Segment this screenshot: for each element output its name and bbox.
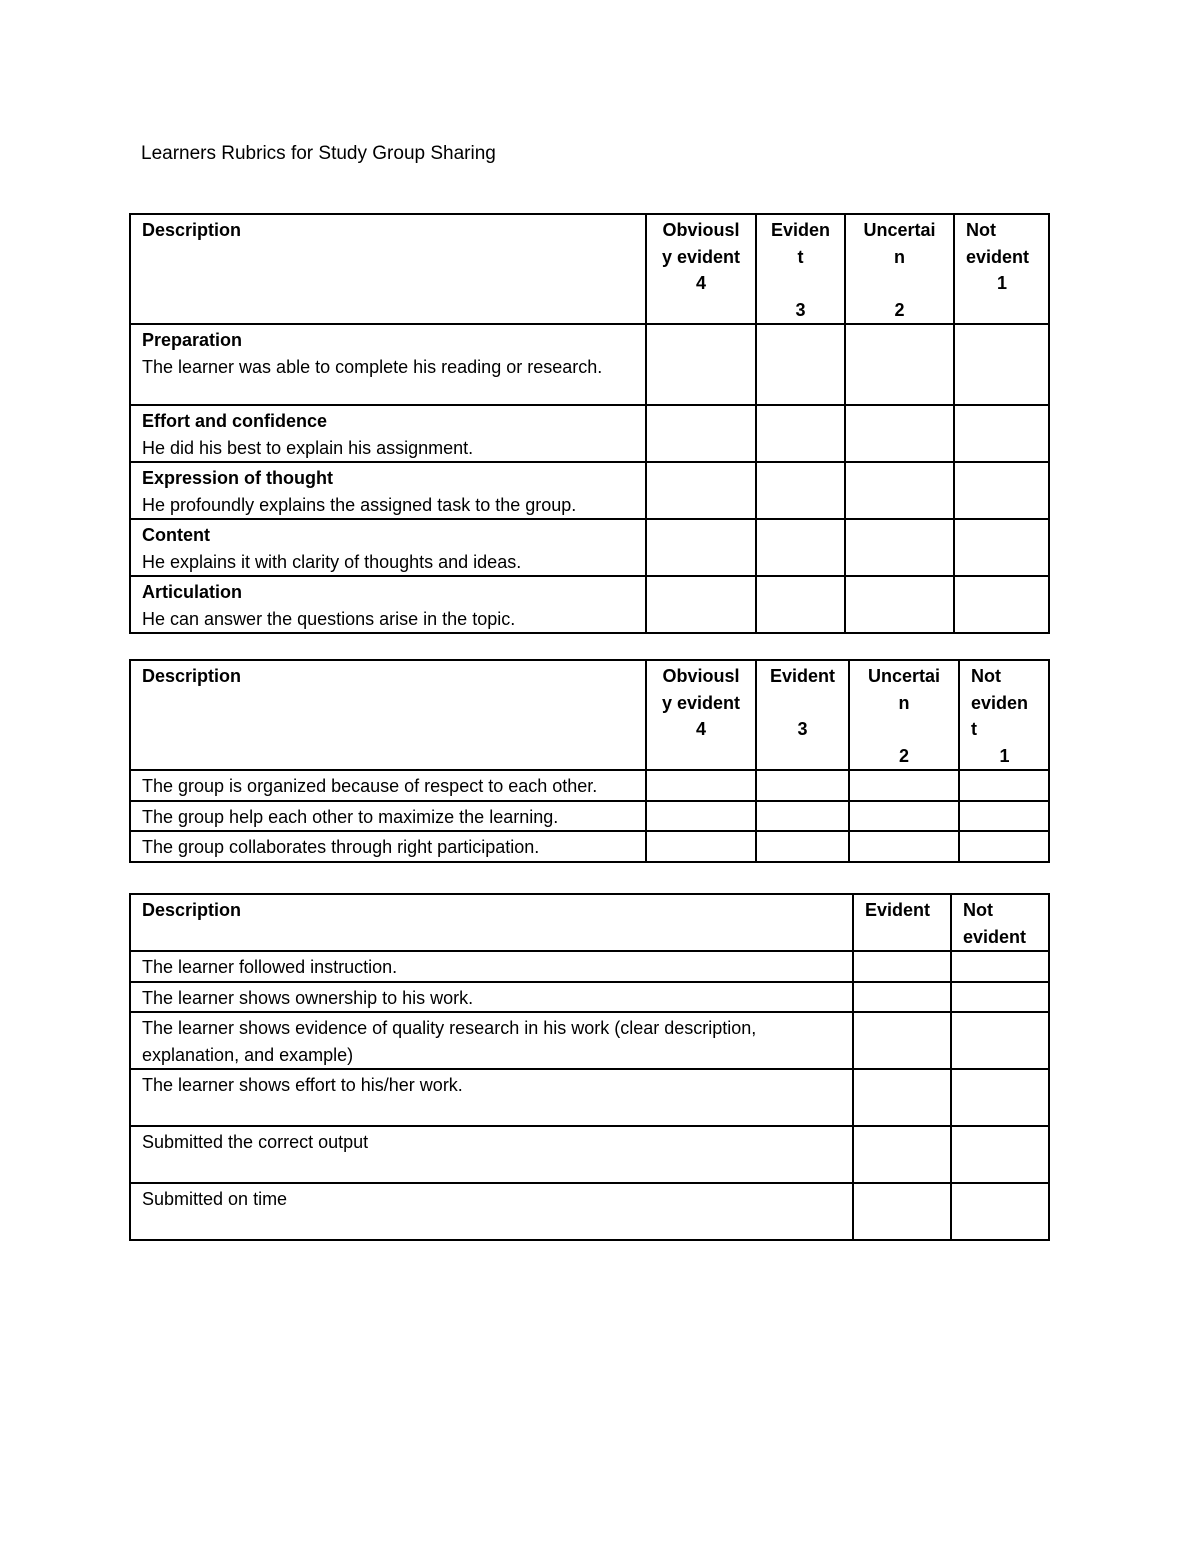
- header-line: y evident: [661, 246, 741, 267]
- table-row: [130, 1069, 1049, 1126]
- score-cell-4[interactable]: [646, 519, 756, 576]
- header-line: t: [971, 719, 977, 739]
- score-cell-3[interactable]: [756, 770, 849, 801]
- score-cell-3[interactable]: [756, 576, 845, 633]
- criterion-label: Articulation: [142, 582, 243, 602]
- not-evident-cell[interactable]: [951, 951, 1049, 982]
- not-evident-cell[interactable]: [951, 1069, 1049, 1126]
- table-row: [130, 1012, 1049, 1069]
- header-line: evident: [966, 246, 1030, 267]
- uncertain-header: [849, 660, 959, 770]
- uncertain-header: [845, 214, 954, 324]
- criterion-text: The learner shows effort to his/her work.: [130, 1069, 853, 1126]
- score-cell-1[interactable]: [954, 519, 1049, 576]
- table-row: [130, 801, 1049, 832]
- header-spacer: [763, 690, 842, 717]
- header-score: 2: [898, 745, 909, 766]
- rubric-table-output: [129, 893, 1050, 1241]
- score-cell-3[interactable]: [756, 831, 849, 862]
- score-cell-2[interactable]: [849, 831, 959, 862]
- score-cell-1[interactable]: [954, 324, 1049, 405]
- header-line: Uncertai: [867, 666, 941, 686]
- header-line: Not: [966, 220, 996, 240]
- score-cell-3[interactable]: [756, 801, 849, 832]
- not-evident-cell[interactable]: [951, 1183, 1049, 1240]
- header-score: 4: [695, 719, 706, 739]
- score-cell-4[interactable]: [646, 831, 756, 862]
- evident-cell[interactable]: [853, 1012, 951, 1069]
- header-line: evident: [963, 926, 1027, 947]
- table-header-row: [130, 894, 1049, 951]
- table-row: [130, 519, 1049, 576]
- criterion-cell: [130, 576, 646, 633]
- criterion-text: He did his best to explain his assignment.: [142, 437, 474, 458]
- score-cell-4[interactable]: [646, 405, 756, 462]
- score-cell-2[interactable]: [845, 462, 954, 519]
- table-row: [130, 462, 1049, 519]
- criterion-text: The learner was able to complete his reading or research.: [142, 356, 603, 377]
- table-row: [130, 831, 1049, 862]
- evident-cell[interactable]: [853, 1126, 951, 1183]
- header-line: Uncertai: [863, 220, 936, 240]
- criterion-text: He profoundly explains the assigned task to the group.: [142, 494, 577, 515]
- criterion-text: Submitted the correct output: [130, 1126, 853, 1183]
- header-score: 1: [999, 745, 1010, 766]
- table-row: [130, 1183, 1049, 1240]
- score-cell-2[interactable]: [845, 405, 954, 462]
- header-line: Evident: [769, 666, 835, 686]
- table-header-row: [130, 660, 1049, 770]
- criterion-text: The learner followed instruction.: [130, 951, 853, 982]
- header-score: 3: [795, 299, 806, 320]
- criterion-text: He explains it with clarity of thoughts and ideas.: [142, 551, 522, 572]
- header-score: 4: [695, 273, 706, 293]
- criterion-text: The group collaborates through right participation.: [130, 831, 646, 862]
- table-row: [130, 324, 1049, 405]
- criterion-cell: [130, 405, 646, 462]
- score-cell-2[interactable]: [849, 801, 959, 832]
- score-cell-4[interactable]: [646, 576, 756, 633]
- score-cell-3[interactable]: [756, 324, 845, 405]
- score-cell-3[interactable]: [756, 519, 845, 576]
- table-row: [130, 770, 1049, 801]
- not-evident-cell[interactable]: [951, 982, 1049, 1013]
- table-header-row: [130, 214, 1049, 324]
- header-line: Not: [971, 666, 1001, 686]
- header-spacer: [856, 716, 952, 743]
- criterion-text: The learner shows evidence of quality research in his work (clear description, explanation, and example): [130, 1012, 853, 1069]
- score-cell-3[interactable]: [756, 405, 845, 462]
- obviously-evident-header: [646, 660, 756, 770]
- score-cell-4[interactable]: [646, 462, 756, 519]
- table-row: [130, 1126, 1049, 1183]
- score-cell-1[interactable]: [959, 770, 1049, 801]
- header-score: 3: [797, 719, 808, 739]
- evident-cell[interactable]: [853, 1183, 951, 1240]
- table-row: [130, 576, 1049, 633]
- header-line: eviden: [971, 692, 1029, 713]
- criterion-cell: [130, 462, 646, 519]
- criterion-text: The group is organized because of respect to each other.: [130, 770, 646, 801]
- criterion-label: Preparation: [142, 330, 243, 350]
- score-cell-2[interactable]: [845, 324, 954, 405]
- page-title: Learners Rubrics for Study Group Sharing: [141, 143, 496, 164]
- header-line: n: [898, 692, 910, 713]
- criterion-label: Content: [142, 525, 210, 545]
- obviously-evident-header: [646, 214, 756, 324]
- score-cell-2[interactable]: [845, 519, 954, 576]
- not-evident-header: [959, 660, 1049, 770]
- rubric-table-group: [129, 659, 1050, 863]
- header-line: Obviousl: [662, 666, 740, 686]
- not-evident-header: [951, 894, 1049, 951]
- header-line: t: [797, 246, 804, 267]
- criterion-text: The learner shows ownership to his work.: [130, 982, 853, 1013]
- not-evident-cell[interactable]: [951, 1126, 1049, 1183]
- header-spacer: [852, 270, 947, 297]
- score-cell-4[interactable]: [646, 770, 756, 801]
- criterion-text: The group help each other to maximize the learning.: [130, 801, 646, 832]
- not-evident-header: [954, 214, 1049, 324]
- header-score: 1: [996, 273, 1007, 293]
- criterion-text: He can answer the questions arise in the topic.: [142, 608, 516, 629]
- score-cell-1[interactable]: [959, 831, 1049, 862]
- description-header: Description: [130, 894, 853, 951]
- table-row: [130, 951, 1049, 982]
- evident-header: [756, 214, 845, 324]
- criterion-cell: [130, 519, 646, 576]
- score-cell-4[interactable]: [646, 324, 756, 405]
- evident-header: Evident: [853, 894, 951, 951]
- description-header: Description: [130, 214, 646, 324]
- table-row: [130, 405, 1049, 462]
- score-cell-2[interactable]: [849, 770, 959, 801]
- score-cell-3[interactable]: [756, 462, 845, 519]
- score-cell-1[interactable]: [954, 405, 1049, 462]
- evident-cell[interactable]: [853, 982, 951, 1013]
- score-cell-2[interactable]: [845, 576, 954, 633]
- evident-cell[interactable]: [853, 1069, 951, 1126]
- header-line: n: [894, 246, 905, 267]
- table-row: [130, 982, 1049, 1013]
- not-evident-cell[interactable]: [951, 1012, 1049, 1069]
- evident-header: [756, 660, 849, 770]
- criterion-label: Expression of thought: [142, 468, 333, 488]
- evident-cell[interactable]: [853, 951, 951, 982]
- score-cell-1[interactable]: [954, 576, 1049, 633]
- score-cell-1[interactable]: [954, 462, 1049, 519]
- rubric-table-individual: [129, 213, 1050, 634]
- header-spacer: [763, 270, 838, 297]
- description-header: Description: [130, 660, 646, 770]
- criterion-label: Effort and confidence: [142, 411, 328, 431]
- criterion-text: Submitted on time: [130, 1183, 853, 1240]
- score-cell-4[interactable]: [646, 801, 756, 832]
- header-score: 2: [894, 299, 905, 320]
- header-line: Eviden: [770, 220, 831, 240]
- criterion-cell: [130, 324, 646, 405]
- header-line: Obviousl: [662, 220, 740, 240]
- header-line: Not: [963, 900, 993, 920]
- score-cell-1[interactable]: [959, 801, 1049, 832]
- header-line: y evident: [661, 692, 741, 713]
